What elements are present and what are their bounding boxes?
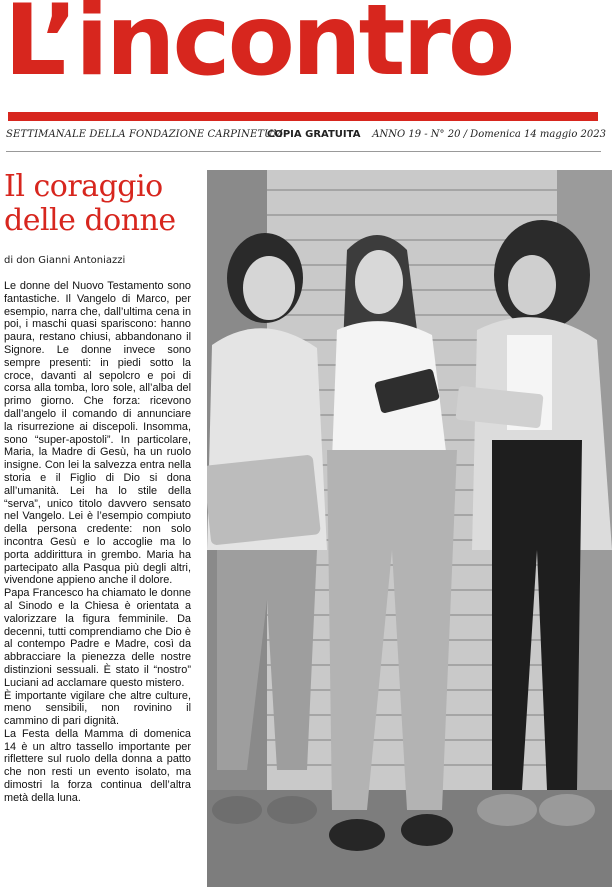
article-title: [4, 170, 204, 238]
article-title-line-1: Il coraggio: [4, 169, 163, 204]
issue-info: ANNO 19 - N° 20 / Domenica 14 maggio 2023: [372, 129, 606, 140]
article-photo: [207, 170, 612, 887]
three-women-talking-photo: [207, 170, 612, 887]
article-body: [4, 280, 191, 805]
publication-subtitle: SETTIMANALE DELLA FONDAZIONE CARPINETUM: [6, 129, 283, 140]
info-bar: [6, 129, 606, 145]
header-divider: [6, 151, 601, 152]
masthead: [0, 0, 612, 124]
article-paragraph: È importante vigilare che altre culture, meno sensibili, non rovinino il cammino di pari dignità.: [4, 689, 191, 728]
logo-underline: [8, 112, 598, 121]
article-paragraph: La Festa della Mamma di domenica 14 è un altro tassello importante per riflettere sul ruolo della donna a patto che non resti un evento isolato, ma dimostri la forza continua dell’altra metà della luna.: [4, 727, 191, 804]
article-paragraph: Papa Francesco ha chiamato le donne al Sinodo e la Chiesa è orientata a valorizzare la figura femminile. Da decenni, tutti comprendiamo che Dio è al contempo Padre e Madre, così da abbracciare la pienezza delle nostre distinzioni sessuali. È stato il “nostro” Luciani ad acclamare questo mistero.: [4, 587, 191, 689]
newspaper-logo: L’incontro: [4, 0, 513, 98]
free-copy-label: COPIA GRATUITA: [267, 129, 361, 140]
article-paragraph: Le donne del Nuovo Testamento sono fantastiche. Il Vangelo di Marco, per esempio, narra che, dall’ultima cena in poi, i maschi quasi spariscono: hanno paura, restano chiusi, abbandonano il Signore. Le donne invece sono sempre presenti: in piedi sotto la croce, davanti al sepolcro e poi di corsa alla tomba, loro sole, all’alba del primo giorno. Che forza: ricevono dall’angelo il comando di annunciare la risurrezione ai discepoli. Insomma, sono “super-apostoli”. In particolare, Maria, la Madre di Gesù, ha un ruolo insigne. Con lei la salvezza entra nella storia e il Figlio di Dio si dona all’umanità. Lei ha lo stile della “serva”, unico titolo davvero sensato nel Vangelo. Lei è l’esempio compiuto della persona credente: non solo incontra Gesù e lo accoglie ma lo porta addirittura in grembo. Maria ha partecipato alla Pasqua più degli altri, vivendone appieno anche il dolore.: [4, 280, 191, 587]
article-title-line-2: delle donne: [4, 203, 176, 238]
article-byline: di don Gianni Antoniazzi: [4, 255, 126, 266]
